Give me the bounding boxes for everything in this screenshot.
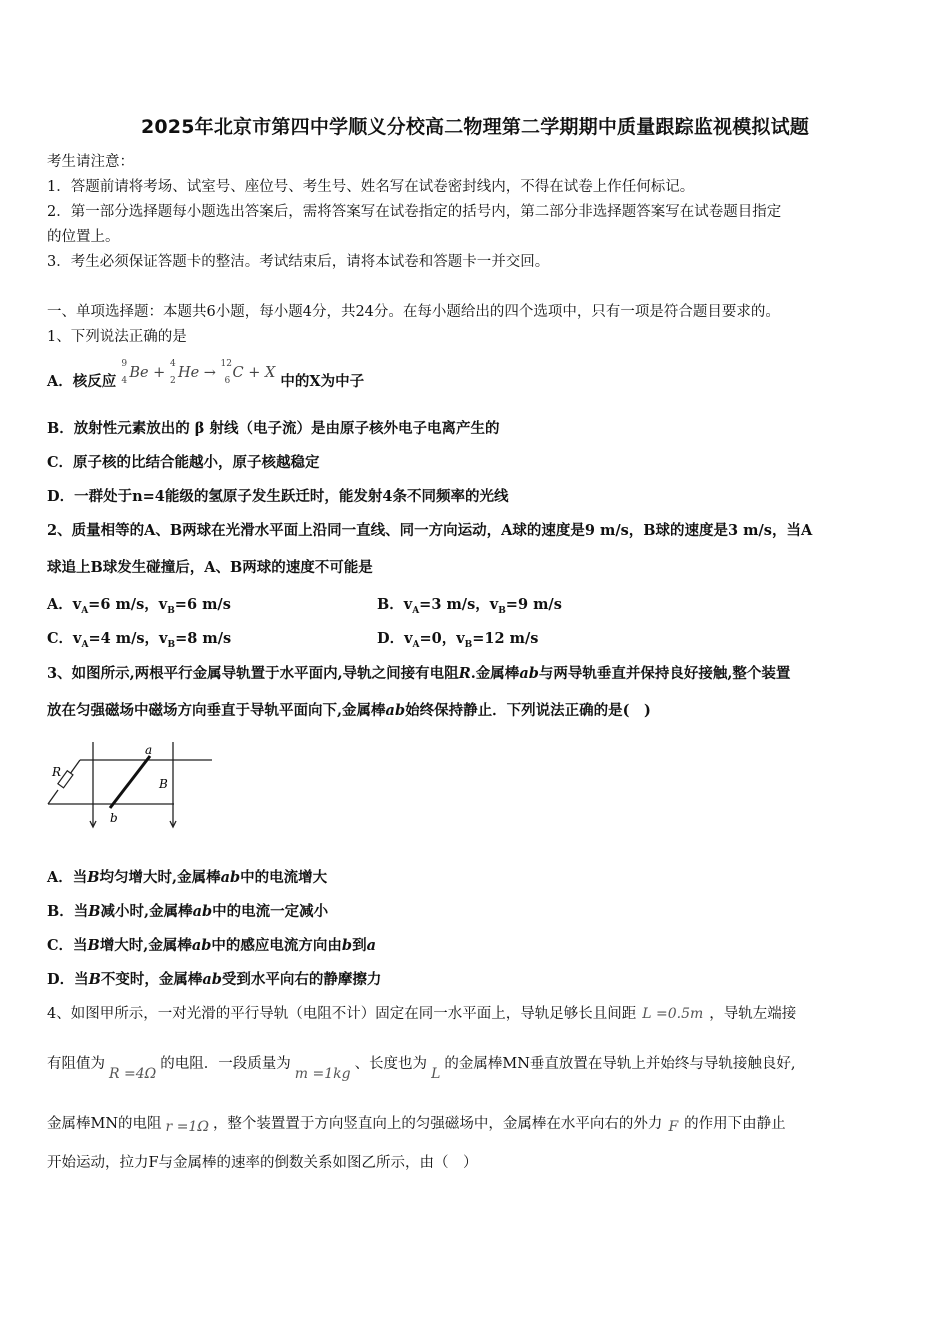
notice-item-2-cont: 的位置上。 [47,229,120,245]
q2-option-b: B．$v_A=3$ m/s，$v_B=9$ m/s [377,596,562,616]
q1-option-c: C．原子核的比结合能越小，原子核越稳定 [47,454,320,471]
q4-line-2: 有阻值为R =4Ω的电阻．一段质量为m =1kg、长度也为L的金属棒MN垂直放置在导轨上并始终与导轨接触良好, [47,1056,796,1082]
notice-header: 考生请注意： [47,154,134,170]
section-heading: 一、单项选择题：本题共6小题，每小题4分，共24分。在每小题给出的四个选项中，只有一项是符合题目要求的。 [47,304,780,320]
label-a: a [145,743,153,757]
notice-item-2: 2．第一部分选择题每小题选出答案后，需将答案写在试卷指定的括号内，第二部分非选择题答案写在试卷题目指定 [47,204,782,220]
page-title: 2025年北京市第四中学顺义分校高二物理第二学期期中质量跟踪监视模拟试题 [140,116,810,138]
q1-a-suffix: 中的X为中子 [280,373,365,390]
nuclear-equation: 9 4 Be + 4 2 He → 12 6 C + X [121,359,276,386]
q1-option-a [47,359,910,392]
q1-option-d: D．一群处于n=4能级的氢原子发生跃迁时，能发射4条不同频率的光线 [47,488,509,505]
q4-line-1: 4、如图甲所示，一对光滑的平行导轨（电阻不计）固定在同一水平面上，导轨足够长且间距 L =0.5m ，导轨左端接 [47,1006,797,1022]
q2-options-row-2 [47,629,910,655]
nuclide-he: 4 2 He [169,359,200,386]
label-B: B [159,777,168,791]
q4-line-4: 开始运动，拉力F与金属棒的速率的倒数关系如图乙所示，由（ ） [47,1155,478,1171]
label-b: b [110,811,118,825]
nuclide-c: 12 6 C [220,359,244,386]
q3-stem-2: 放在匀强磁场中磁场方向垂直于导轨平面向下,金属棒ab始终保持静止．下列说法正确的是( ) [47,702,651,719]
q3-option-a: A．当B均匀增大时,金属棒ab中的电流增大 [47,869,328,886]
label-R: R [52,765,62,779]
nuclide-be: 9 4 Be [121,359,149,386]
q3-option-b: B．当B减小时,金属棒ab中的电流一定减小 [47,903,329,920]
q2-stem-1: 2、质量相等的A、B两球在光滑水平面上沿同一直线、同一方向运动，A球的速度是9 m/s，B球的速度是3 m/s，当A [47,522,813,539]
q2-option-d: D．$v_A=0$，$v_B=12$ m/s [377,630,539,650]
q1-a-prefix: A．核反应 [47,373,117,390]
particle-x: X [265,365,276,381]
notice-item-3: 3．考生必须保证答题卡的整洁。考试结束后，请将本试卷和答题卡一并交回。 [47,254,550,270]
q3-circuit-figure [44,738,216,834]
q2-option-a: A．$v_A=6$ m/s，$v_B=6$ m/s [47,596,231,616]
q4-line-3: 金属棒MN的电阻 r =1Ω ，整个装置置于方向竖直向上的匀强磁场中，金属棒在水平向右的外力 F 的作用下由静止 [47,1116,786,1135]
q1-option-b: B．放射性元素放出的 β 射线（电子流）是由原子核外电子电离产生的 [47,420,500,437]
q1-stem: 1、下列说法正确的是 [47,329,187,345]
q3-option-d: D．当B不变时，金属棒ab受到水平向右的静摩擦力 [47,971,382,988]
q2-stem-2: 球追上B球发生碰撞后，A、B两球的速度不可能是 [47,559,373,576]
metal-rod-ab [110,756,150,808]
q2-options-row-1 [47,595,910,621]
q3-stem-1: 3、如图所示,两根平行金属导轨置于水平面内,导轨之间接有电阻R.金属棒ab与两导轨垂直并保持良好接触,整个装置 [47,665,791,682]
notice-item-1: 1．答题前请将考场、试室号、座位号、考生号、姓名写在试卷密封线内，不得在试卷上作任何标记。 [47,179,695,195]
q3-option-c: C．当B增大时,金属棒ab中的感应电流方向由b到a [47,937,376,954]
q2-option-c: C．$v_A=4$ m/s，$v_B=8$ m/s [47,630,232,650]
